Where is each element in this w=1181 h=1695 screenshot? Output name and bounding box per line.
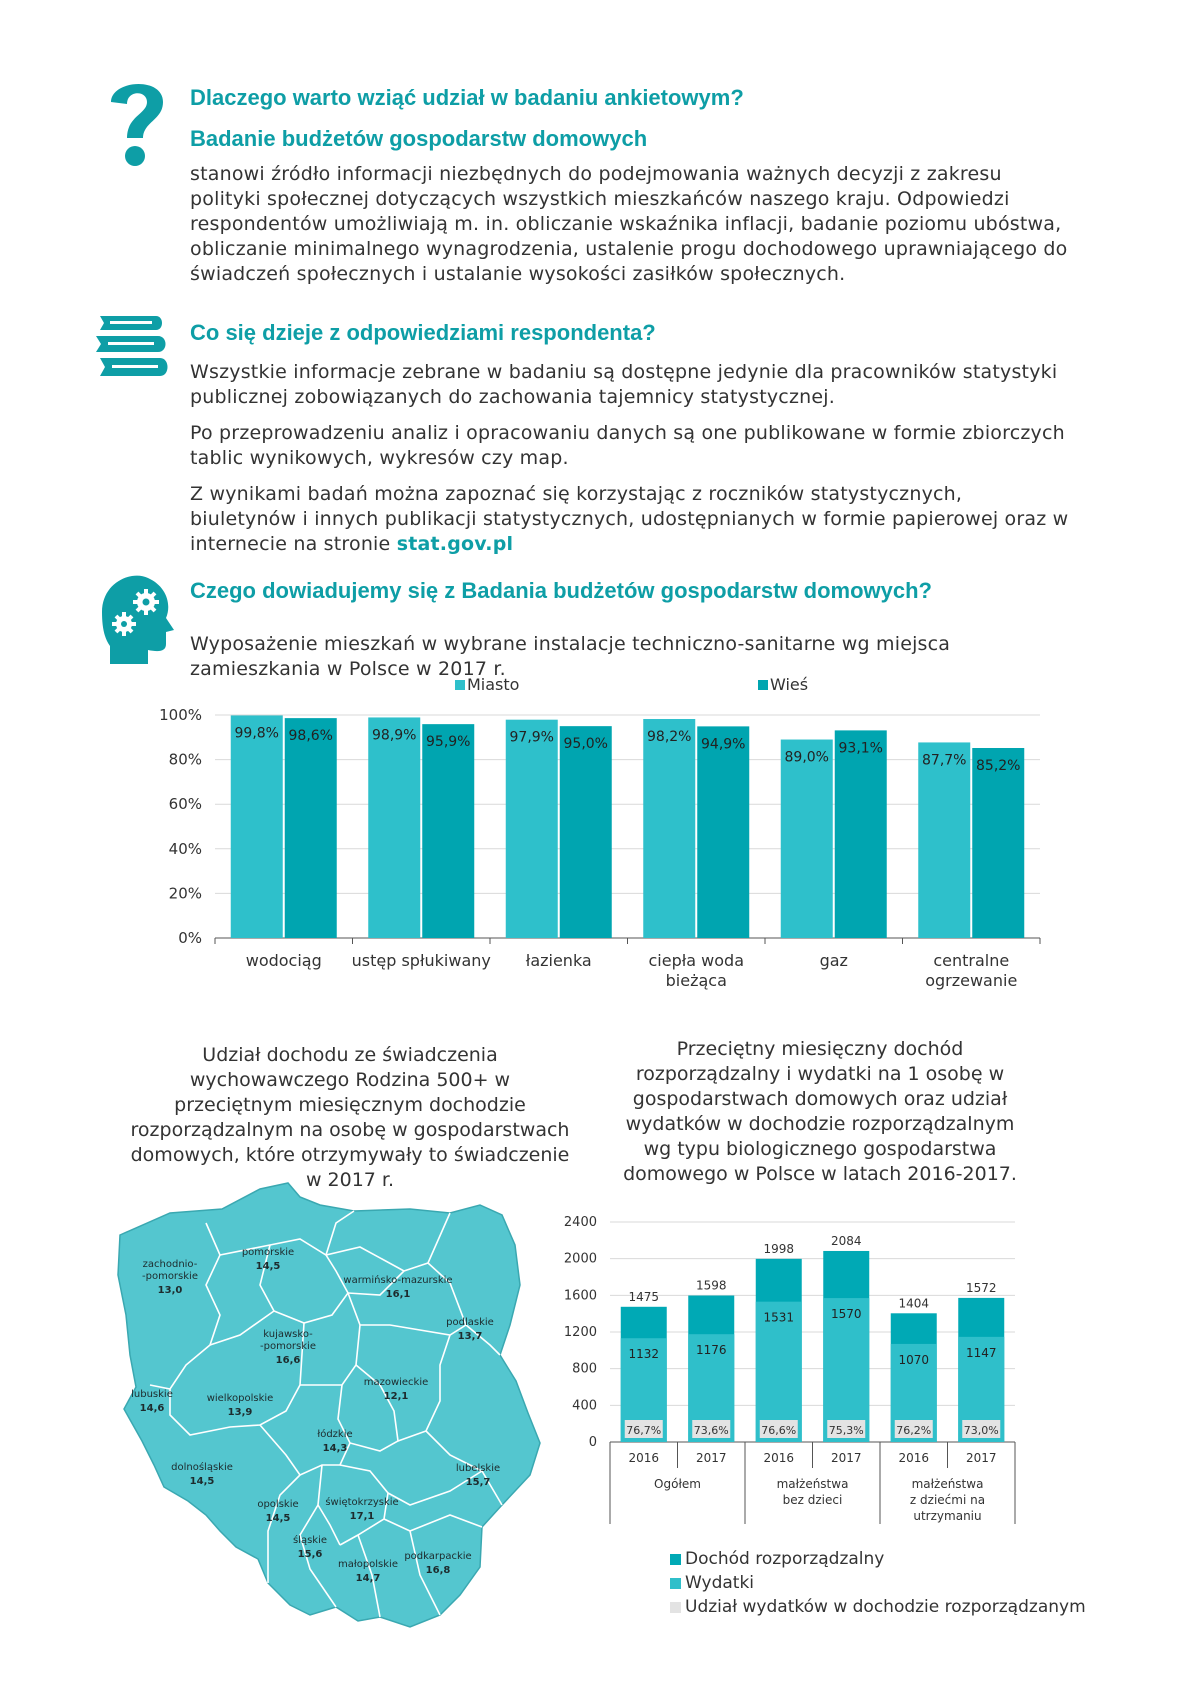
region-value: 14,5 bbox=[265, 1513, 291, 1524]
region-value: 13,0 bbox=[157, 1285, 183, 1296]
bar-value-label: 93,1% bbox=[838, 740, 883, 757]
year-label: 2016 bbox=[763, 1451, 795, 1465]
region-value: 15,7 bbox=[465, 1477, 491, 1488]
group-label: bez dzieci bbox=[782, 1493, 843, 1507]
expenses-label: 1070 bbox=[898, 1352, 930, 1367]
expenses-label: 1176 bbox=[695, 1343, 727, 1358]
y-tick-label: 0 bbox=[588, 1435, 597, 1450]
bar-value-label: 97,9% bbox=[509, 729, 554, 746]
region-name: śląskie bbox=[292, 1535, 328, 1546]
y-tick-label: 40% bbox=[168, 839, 202, 858]
share-label: 75,3% bbox=[828, 1424, 864, 1437]
y-tick-label: 2400 bbox=[563, 1215, 597, 1230]
bar-wies bbox=[560, 726, 612, 938]
category-label: ogrzewanie bbox=[925, 971, 1018, 990]
section1-subtitle: Badanie budżetów gospodarstw domowych bbox=[190, 126, 648, 151]
bar-value-label: 98,9% bbox=[372, 727, 417, 744]
region-name: zachodnio- bbox=[142, 1259, 198, 1270]
bar-miasto bbox=[918, 742, 970, 938]
income-expenses-chart bbox=[563, 1200, 1125, 1540]
bar-miasto bbox=[231, 715, 283, 938]
year-label: 2016 bbox=[898, 1451, 930, 1465]
region-value: 14,5 bbox=[255, 1261, 281, 1272]
region-value: 14,5 bbox=[189, 1476, 215, 1487]
bar-value-label: 99,8% bbox=[234, 725, 279, 742]
bar-miasto bbox=[643, 719, 695, 938]
year-label: 2017 bbox=[965, 1451, 997, 1465]
share-label: 76,7% bbox=[626, 1424, 662, 1437]
region-value: 17,1 bbox=[349, 1511, 375, 1522]
expenses-label: 1147 bbox=[965, 1345, 997, 1360]
section2-p2: Po przeprowadzeniu analiz i opracowaniu danych są one publikowane w formie zbiorczych tablic wynikowych, wykresów czy map. bbox=[190, 422, 1065, 469]
region-name: podlaskie bbox=[446, 1317, 494, 1328]
category-label: centralne bbox=[933, 951, 1010, 970]
region-name: lubelskie bbox=[455, 1463, 501, 1474]
bar-value-label: 94,9% bbox=[701, 736, 746, 753]
head-gears-icon bbox=[92, 568, 176, 664]
region-name: podkarpackie bbox=[404, 1551, 472, 1562]
share-label: 76,2% bbox=[896, 1424, 932, 1437]
share-label: 73,6% bbox=[693, 1424, 729, 1437]
y-tick-label: 1600 bbox=[563, 1288, 597, 1304]
legend-label-1: Wieś bbox=[770, 675, 809, 694]
region-name: dolnośląskie bbox=[171, 1462, 233, 1473]
legend-share-swatch bbox=[670, 1602, 681, 1613]
y-tick-label: 800 bbox=[572, 1361, 597, 1377]
income-label: 1998 bbox=[763, 1241, 795, 1256]
legend-swatch-0 bbox=[455, 680, 465, 690]
bar-miasto bbox=[506, 720, 558, 938]
chart2-title: Przeciętny miesięczny dochód rozporządzalny i wydatki na 1 osobę w gospodarstwach domowych oraz udział wydatków w dochodzie rozporządzalnym wg typu biologicznego gospodarstwa domowego w Polsce w latach 2016-2017. bbox=[623, 1038, 1017, 1185]
legend-income bbox=[670, 1549, 884, 1569]
legend-expenses-swatch bbox=[670, 1578, 681, 1589]
bar-value-label: 87,7% bbox=[922, 752, 967, 769]
y-tick-label: 80% bbox=[168, 750, 202, 769]
legend-share bbox=[670, 1597, 1086, 1617]
region-value: 14,3 bbox=[322, 1443, 348, 1454]
region-value: 16,1 bbox=[385, 1289, 411, 1300]
bar-miasto bbox=[368, 717, 420, 938]
region-name: łódzkie bbox=[317, 1429, 353, 1440]
region-value: 16,6 bbox=[275, 1355, 301, 1366]
legend-share-label: Udział wydatków w dochodzie rozporządzanym bbox=[685, 1597, 1086, 1617]
map-title: Udział dochodu ze świadczenia wychowawczego Rodzina 500+ w przeciętnym miesięcznym dochodzie rozporządzalnym na osobę w gospodarstwach domowych, które otrzymywały to świadczenie w 2017 r. bbox=[130, 1044, 570, 1191]
category-label: łazienka bbox=[525, 951, 592, 970]
section2-p1: Wszystkie informacje zebrane w badaniu są dostępne jedynie dla pracowników statystyki publicznej zobowiązanych do zachowania tajemnicy statystycznej. bbox=[190, 361, 1058, 408]
y-tick-label: 60% bbox=[168, 795, 202, 814]
region-name: -pomorskie bbox=[142, 1271, 198, 1282]
group-label: małżeństwa bbox=[776, 1477, 849, 1491]
income-label: 2084 bbox=[830, 1233, 862, 1248]
region-value: 16,8 bbox=[425, 1565, 451, 1576]
y-tick-label: 100% bbox=[159, 706, 202, 724]
category-label: wodociąg bbox=[245, 951, 322, 970]
region-name: świętokrzyskie bbox=[325, 1497, 399, 1508]
expenses-label: 1570 bbox=[830, 1307, 862, 1322]
y-tick-label: 1200 bbox=[563, 1325, 597, 1340]
region-value: 14,7 bbox=[355, 1573, 381, 1584]
income-label: 1475 bbox=[628, 1289, 660, 1304]
chart1-title: Wyposażenie mieszkań w wybrane instalacje techniczno-sanitarne wg miejsca zamieszkania w Polsce w 2017 r. bbox=[190, 633, 951, 680]
legend-expenses-label: Wydatki bbox=[685, 1573, 755, 1593]
region-name: warmińsko-mazurskie bbox=[343, 1275, 453, 1286]
region-name: małopolskie bbox=[337, 1559, 399, 1570]
category-label: ciepła woda bbox=[648, 951, 745, 970]
income-label: 1598 bbox=[695, 1278, 727, 1293]
y-tick-label: 2000 bbox=[563, 1251, 597, 1267]
share-label: 76,6% bbox=[761, 1424, 797, 1437]
poland-outline bbox=[118, 1183, 540, 1627]
bar-wies bbox=[422, 724, 474, 938]
category-label: gaz bbox=[819, 951, 848, 970]
bar-value-label: 98,6% bbox=[288, 728, 333, 745]
bar-wies bbox=[972, 748, 1024, 938]
equipment-bar-chart bbox=[150, 670, 1070, 1015]
category-label: bieżąca bbox=[665, 971, 727, 990]
stat-gov-link[interactable]: stat.gov.pl bbox=[396, 533, 514, 555]
section2-p3-text: Z wynikami badań można zapoznać się korzystając z roczników statystycznych, biuletynów i innych publikacji statystycznych, udostępnianych w formie papierowej oraz w internecie na stronie bbox=[190, 483, 1069, 555]
income-label: 1404 bbox=[898, 1296, 930, 1311]
region-value: 15,6 bbox=[297, 1549, 323, 1560]
region-value: 13,9 bbox=[227, 1407, 253, 1418]
year-label: 2017 bbox=[830, 1451, 862, 1465]
poland-voivodeship-map bbox=[110, 1175, 580, 1635]
section3-title: Czego dowiadujemy się z Badania budżetów gospodarstw domowych? bbox=[190, 578, 932, 603]
category-label: ustęp spłukiwany bbox=[351, 951, 491, 970]
legend-income-label: Dochód rozporządzalny bbox=[685, 1549, 885, 1569]
bar-value-label: 98,2% bbox=[647, 729, 692, 746]
region-name: pomorskie bbox=[241, 1247, 295, 1258]
bar-wies bbox=[835, 730, 887, 938]
region-name: opolskie bbox=[257, 1499, 299, 1510]
legend-expenses bbox=[670, 1573, 754, 1593]
y-tick-label: 0% bbox=[178, 929, 202, 947]
section2-title: Co się dzieje z odpowiedziami respondenta? bbox=[190, 320, 656, 345]
legend-label-0: Miasto bbox=[467, 675, 520, 694]
income-label: 1572 bbox=[965, 1280, 997, 1295]
bar-value-label: 95,9% bbox=[426, 734, 471, 751]
bar-wies bbox=[285, 718, 337, 938]
y-tick-label: 20% bbox=[168, 884, 202, 903]
bar-value-label: 95,0% bbox=[563, 736, 608, 753]
y-tick-label: 400 bbox=[572, 1398, 597, 1414]
region-name: -pomorskie bbox=[260, 1341, 316, 1352]
group-label: utrzymaniu bbox=[913, 1509, 982, 1523]
region-name: mazowieckie bbox=[363, 1377, 429, 1388]
question-mark-icon bbox=[105, 72, 169, 168]
legend-income-swatch bbox=[670, 1554, 681, 1565]
group-label: Ogółem bbox=[654, 1477, 701, 1491]
section2-p3 bbox=[190, 482, 1070, 557]
share-label: 73,0% bbox=[963, 1424, 999, 1437]
books-icon bbox=[92, 310, 172, 384]
group-label: małżeństwa bbox=[911, 1477, 984, 1491]
region-value: 13,7 bbox=[457, 1331, 483, 1342]
bar-wies bbox=[697, 726, 749, 938]
section1-body: stanowi źródło informacji niezbędnych do podejmowania ważnych decyzji z zakresu polityki społecznej dotyczących wszystkich mieszkańców naszego kraju. Odpowiedzi respondentów umożliwiają m. in. obliczanie wskaźnika inflacji, badanie poziomu ubóstwa, obliczanie minimalnego wynagrodzenia, ustalenie progu dochodowego uprawniającego do świadczeń społecznych i ustalanie wysokości zasiłków społecznych. bbox=[190, 163, 1068, 285]
region-name: lubuskie bbox=[131, 1389, 173, 1400]
expenses-label: 1531 bbox=[763, 1310, 795, 1325]
bar-value-label: 85,2% bbox=[976, 758, 1021, 775]
region-name: kujawsko- bbox=[263, 1329, 313, 1340]
legend-swatch-1 bbox=[758, 680, 768, 690]
group-label: z dziećmi na bbox=[909, 1493, 986, 1507]
expenses-label: 1132 bbox=[628, 1347, 660, 1362]
region-value: 12,1 bbox=[383, 1391, 409, 1402]
section1-question: Dlaczego warto wziąć udział w badaniu ankietowym? bbox=[190, 85, 744, 110]
region-name: wielkopolskie bbox=[206, 1393, 274, 1404]
year-label: 2016 bbox=[628, 1451, 660, 1465]
region-value: 14,6 bbox=[139, 1403, 165, 1414]
bar-value-label: 89,0% bbox=[784, 749, 829, 766]
year-label: 2017 bbox=[695, 1451, 727, 1465]
bar-miasto bbox=[781, 740, 833, 938]
